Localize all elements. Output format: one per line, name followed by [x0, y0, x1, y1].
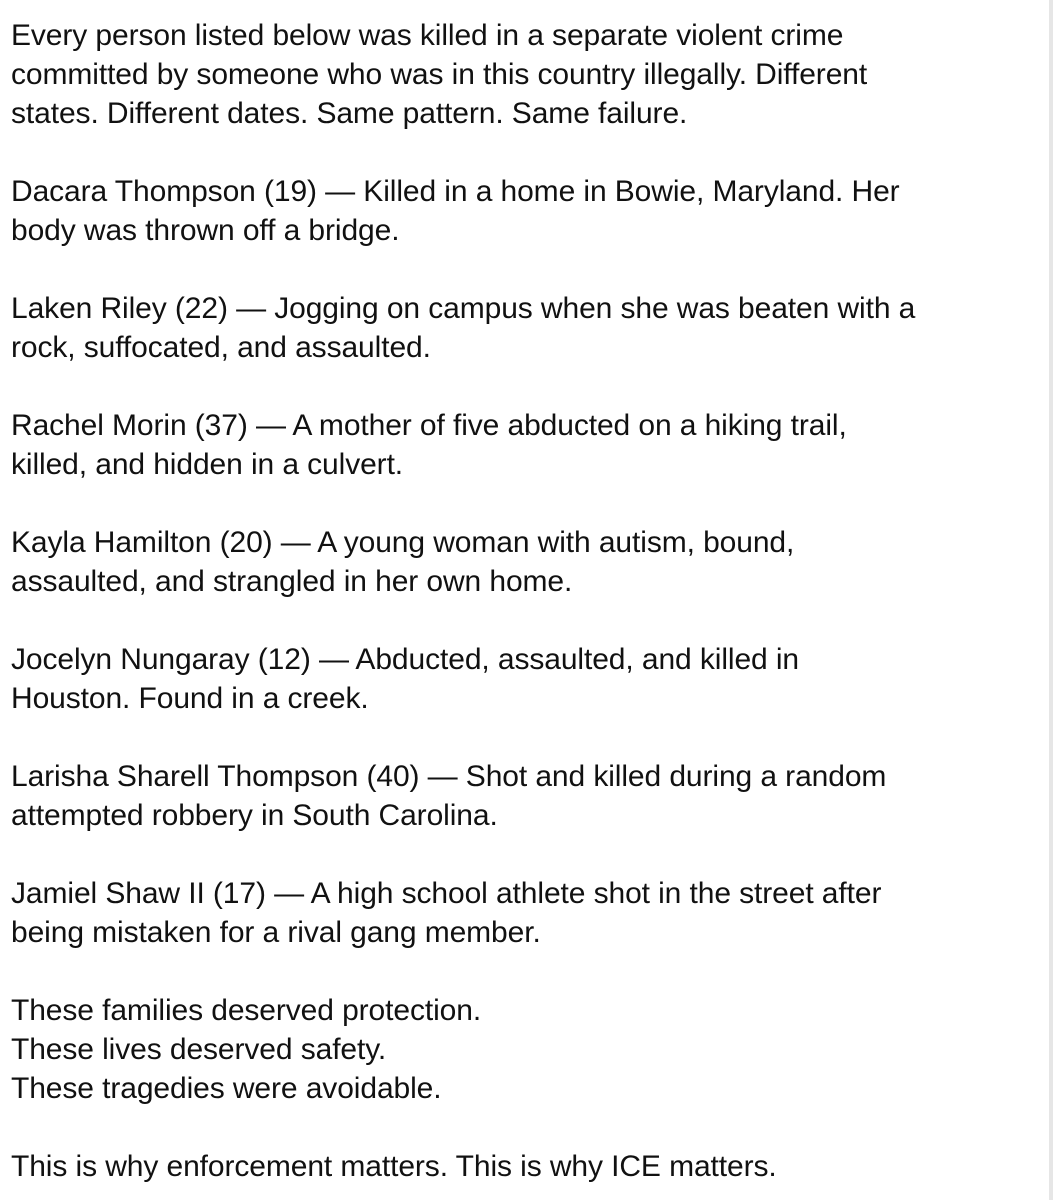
victim-line: Houston. Found in a creek. — [11, 682, 369, 715]
victim-line: Rachel Morin (37) — A mother of five abducted on a hiking trail, — [11, 409, 847, 442]
victim-line: Dacara Thompson (19) — Killed in a home in Bowie, Maryland. Her — [11, 175, 900, 208]
victim-paragraph-jocelyn-nungaray — [11, 640, 1041, 718]
victim-line: being mistaken for a rival gang member. — [11, 916, 541, 949]
intro-line: Every person listed below was killed in a separate violent crime — [11, 19, 844, 52]
victim-line: assaulted, and strangled in her own home. — [11, 565, 573, 598]
intro-line: states. Different dates. Same pattern. Same failure. — [11, 97, 688, 130]
victim-line: attempted robbery in South Carolina. — [11, 799, 498, 832]
intro-line: committed by someone who was in this country illegally. Different — [11, 58, 868, 91]
victim-paragraph-larisha-sharell-thompson — [11, 757, 1041, 835]
note-body[interactable] — [11, 16, 1041, 1186]
final-statement — [11, 1147, 1041, 1186]
victim-paragraph-kayla-hamilton — [11, 523, 1041, 601]
victim-paragraph-dacara-thompson — [11, 172, 1041, 250]
closing-paragraph — [11, 991, 1041, 1108]
closing-line: These lives deserved safety. — [11, 1033, 387, 1066]
closing-line: These families deserved protection. — [11, 994, 482, 1027]
intro-paragraph — [11, 16, 1041, 133]
victim-line: Laken Riley (22) — Jogging on campus when she was beaten with a — [11, 292, 916, 325]
final-line: This is why enforcement matters. This is why ICE matters. — [11, 1150, 777, 1183]
victim-line: Jocelyn Nungaray (12) — Abducted, assaulted, and killed in — [11, 643, 799, 676]
victim-paragraph-laken-riley — [11, 289, 1041, 367]
closing-line: These tragedies were avoidable. — [11, 1072, 442, 1105]
victim-paragraph-rachel-morin — [11, 406, 1041, 484]
victim-paragraph-jamiel-shaw-ii — [11, 874, 1041, 952]
victim-line: body was thrown off a bridge. — [11, 214, 400, 247]
victim-line: Larisha Sharell Thompson (40) — Shot and killed during a random — [11, 760, 887, 793]
victim-line: Jamiel Shaw II (17) — A high school athlete shot in the street after — [11, 877, 882, 910]
victim-line: killed, and hidden in a culvert. — [11, 448, 404, 481]
victim-line: Kayla Hamilton (20) — A young woman with autism, bound, — [11, 526, 795, 559]
victim-line: rock, suffocated, and assaulted. — [11, 331, 431, 364]
scroll-edge — [1049, 0, 1053, 1200]
